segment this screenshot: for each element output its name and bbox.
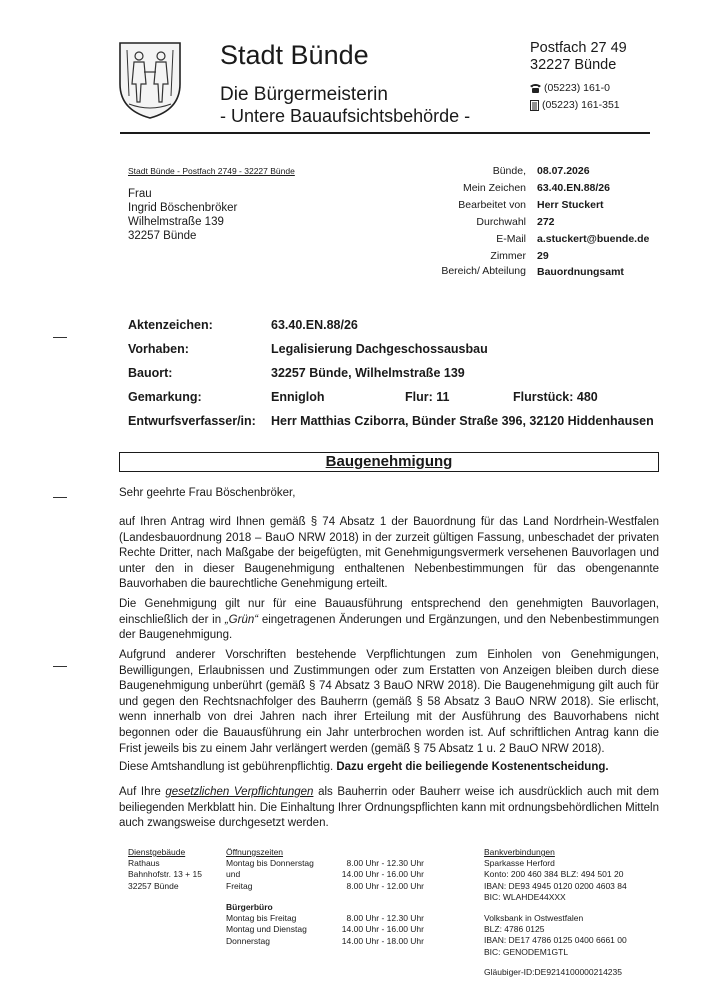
info-value-room: 29 — [537, 250, 549, 262]
telephone-icon — [530, 83, 541, 93]
fold-mark — [53, 337, 67, 338]
footer-hours-day: Montag bis Donnerstag — [226, 858, 314, 869]
flur-value: Flur: 11 — [405, 390, 450, 404]
postcode: 32227 Bünde — [530, 57, 617, 73]
p2-text-a: Die Genehmigung gilt nur für eine Bauausführung entsprechend den genehmigten Bauvorlagen, einschließlich der in — [119, 598, 659, 626]
footer-hours-day: und — [226, 869, 241, 880]
footer-office-time: 14.00 Uhr - 16.00 Uhr — [341, 924, 424, 935]
footer-building-line: 32257 Bünde — [128, 880, 179, 891]
file-number-label: Aktenzeichen: — [128, 318, 213, 332]
info-value-handler: Herr Stuckert — [537, 199, 604, 211]
footer-hours-day: Freitag — [226, 880, 253, 891]
footer-hours-times — [330, 847, 424, 892]
footer-bank-line: IBAN: DE93 4945 0120 0200 4603 84 — [484, 880, 627, 891]
footer-office-days — [226, 902, 307, 947]
info-label-extension: Durchwahl — [476, 216, 526, 228]
p5-text-obligations: gesetzlichen Verpflichtungen — [165, 786, 314, 798]
designer-value: Herr Matthias Cziborra, Bünder Straße 396, 32120 Hiddenhausen — [271, 414, 654, 428]
creditor-id: Gläubiger-ID:DE9214100000214235 — [484, 967, 622, 977]
info-value-email: a.stuckert@buende.de — [537, 233, 650, 245]
site-value: 32257 Bünde, Wilhelmstraße 139 — [271, 366, 465, 380]
footer-building-line: Bahnhofstr. 13 + 15 — [128, 869, 202, 880]
office-name: Die Bürgermeisterin — [220, 84, 388, 105]
footer-building-heading: Dienstgebäude — [128, 847, 186, 857]
footer-hours-days — [226, 847, 314, 892]
parcel-value: Flurstück: 480 — [513, 390, 598, 404]
footer-office-day: Montag und Dienstag — [226, 924, 307, 935]
footer-office-day: Donnerstag — [226, 935, 270, 946]
p4-text-bold: Dazu ergeht die beiliegende Kostenentscheidung. — [336, 761, 609, 773]
project-value: Legalisierung Dachgeschossausbau — [271, 342, 488, 356]
footer-bank-line: Konto: 200 460 384 BLZ: 494 501 20 — [484, 869, 624, 880]
header-divider — [120, 132, 650, 134]
p2-text-green: „Grün“ — [224, 613, 259, 626]
file-number-value: 63.40.EN.88/26 — [271, 318, 358, 332]
project-label: Vorhaben: — [128, 342, 189, 356]
footer-hours-heading: Öffnungszeiten — [226, 847, 284, 857]
footer-bank-heading: Bankverbindungen — [484, 847, 555, 857]
body-paragraph-1: auf Ihren Antrag wird Ihnen gemäß § 74 Absatz 1 der Bauordnung für das Land Nordrhein-Westfalen (Landesbauordnung 2018 – BauO NRW 2018) in der zurzeit gültigen Fassung, unbeschadet der privaten Rechte Dritter, nach Maßgabe der beigefügten, mit Genehmigungsvermerk versehenen Bauvorlagen und unter den in dieser Baugenehmigung enthaltenen Nebenbestimmungen für das obengenannte Bauvorhaben die baurechtliche Genehmigung erteilt. — [119, 516, 659, 591]
info-value-extension: 272 — [537, 216, 555, 228]
footer-office-time: 14.00 Uhr - 18.00 Uhr — [341, 935, 424, 946]
district-label: Gemarkung: — [128, 390, 202, 404]
phone-line — [530, 82, 610, 94]
body-paragraph-4 — [119, 760, 659, 776]
footer-hours-time: 8.00 Uhr - 12.30 Uhr — [346, 858, 424, 869]
document-title: Baugenehmigung — [325, 453, 453, 470]
recipient-street: Wilhelmstraße 139 — [128, 216, 224, 228]
footer-office-time: 8.00 Uhr - 12.30 Uhr — [346, 913, 424, 924]
city-name: Stadt Bünde — [220, 40, 369, 70]
p5-text-a: Auf Ihre — [119, 786, 166, 798]
punch-mark — [53, 497, 67, 498]
footer-bank-line: IBAN: DE17 4786 0125 0400 6661 00 — [484, 935, 627, 946]
info-value-department: Bauordnungsamt — [537, 266, 624, 278]
footer-hours-time: 14.00 Uhr - 16.00 Uhr — [341, 869, 424, 880]
recipient-name: Ingrid Böschenbröker — [128, 202, 238, 214]
info-label-email: E-Mail — [496, 233, 526, 245]
footer-building-line: Rathaus — [128, 858, 160, 869]
footer-bank-1 — [484, 847, 627, 903]
designer-label: Entwurfsverfasser/in: — [128, 414, 256, 428]
info-label-department: Bereich/ Abteilung — [441, 265, 526, 277]
fax-line — [530, 99, 620, 111]
fax-number: (05223) 161-351 — [542, 99, 620, 111]
footer-bank-line: Volksbank in Ostwestfalen — [484, 913, 584, 923]
info-label-reference: Mein Zeichen — [462, 182, 526, 194]
p2-text-c: eingetragenen Änderungen und Ergänzungen, und den Nebenbestimmungen der Baugenehmigung. — [119, 613, 659, 642]
footer-building — [128, 847, 202, 892]
phone-number: (05223) 161-0 — [544, 82, 610, 94]
footer-office-heading: Bürgerbüro — [226, 902, 273, 912]
fax-icon — [530, 100, 539, 111]
recipient-city: 32257 Bünde — [128, 230, 197, 242]
footer-bank-line: BIC: GENODEM1GTL — [484, 946, 569, 957]
footer-bank-line: BLZ: 4786 0125 — [484, 924, 545, 935]
footer-hours-time: 8.00 Uhr - 12.00 Uhr — [346, 880, 424, 891]
body-paragraph-5 — [119, 785, 659, 832]
info-value-reference: 63.40.EN.88/26 — [537, 182, 610, 194]
p4-text-a: Diese Amtshandlung ist gebührenpflichtig. — [119, 761, 337, 773]
recipient-salutation-line: Frau — [128, 188, 152, 200]
fold-mark — [53, 666, 67, 667]
info-label-handler: Bearbeitet von — [458, 199, 526, 211]
info-label-date: Bünde, — [492, 165, 526, 177]
salutation: Sehr geehrte Frau Böschenbröker, — [119, 487, 296, 499]
coat-of-arms-icon — [117, 40, 183, 120]
footer-bank-line: BIC: WLAHDE44XXX — [484, 891, 566, 902]
footer-bank-line: Sparkasse Herford — [484, 858, 555, 869]
footer-office-times — [330, 902, 424, 947]
info-value-date: 08.07.2026 — [537, 165, 590, 177]
footer-office-day: Montag bis Freitag — [226, 913, 297, 924]
postbox: Postfach 27 49 — [530, 40, 627, 56]
info-label-room: Zimmer — [490, 250, 526, 262]
site-label: Bauort: — [128, 366, 173, 380]
body-paragraph-3: Aufgrund anderer Vorschriften bestehende Verpflichtungen zum Einholen von Genehmigungen, Bewilligungen, Erlaubnissen und Zustimmungen oder zum Erstatten von Anzeigen bleiben durch diese Baugenehmigung unberührt (gemäß § 74 Absatz 3 BauO NRW 2018). Die Baugenehmigung gilt auch für und gegen den Rechtsnachfolger des Bauherrn (gemäß § 58 Absatz 3 BauO NRW 2018). Sie erlischt, wenn innerhalb von drei Jahren nach ihrer Erteilung mit der Ausführung des Bauvorhabens nicht begonnen oder die Bauausführung ein Jahr unterbrochen worden ist. Auf schriftlichen Antrag kann die Frist jeweils bis zu einem Jahr verlängert werden (gemäß § 75 Absatz 1 u. 2 BauO NRW 2018). — [119, 649, 659, 755]
footer-bank-2 — [484, 913, 627, 958]
body-paragraph-2 — [119, 597, 659, 644]
sender-return-address: Stadt Bünde - Postfach 2749 - 32227 Bünde — [128, 166, 295, 176]
p5-text-c: als Bauherrin oder Bauherr weise ich ausdrücklich auch mit dem beiliegenden Merkblatt hin. Die Einhaltung Ihrer Ordnungspflichten kann mit ordnungsbehördlichen Mitteln auch zwangsweise durchgesetzt werden. — [119, 786, 659, 830]
department-name: - Untere Bauaufsichtsbehörde - — [220, 106, 471, 126]
district-value: Ennigloh — [271, 390, 325, 404]
